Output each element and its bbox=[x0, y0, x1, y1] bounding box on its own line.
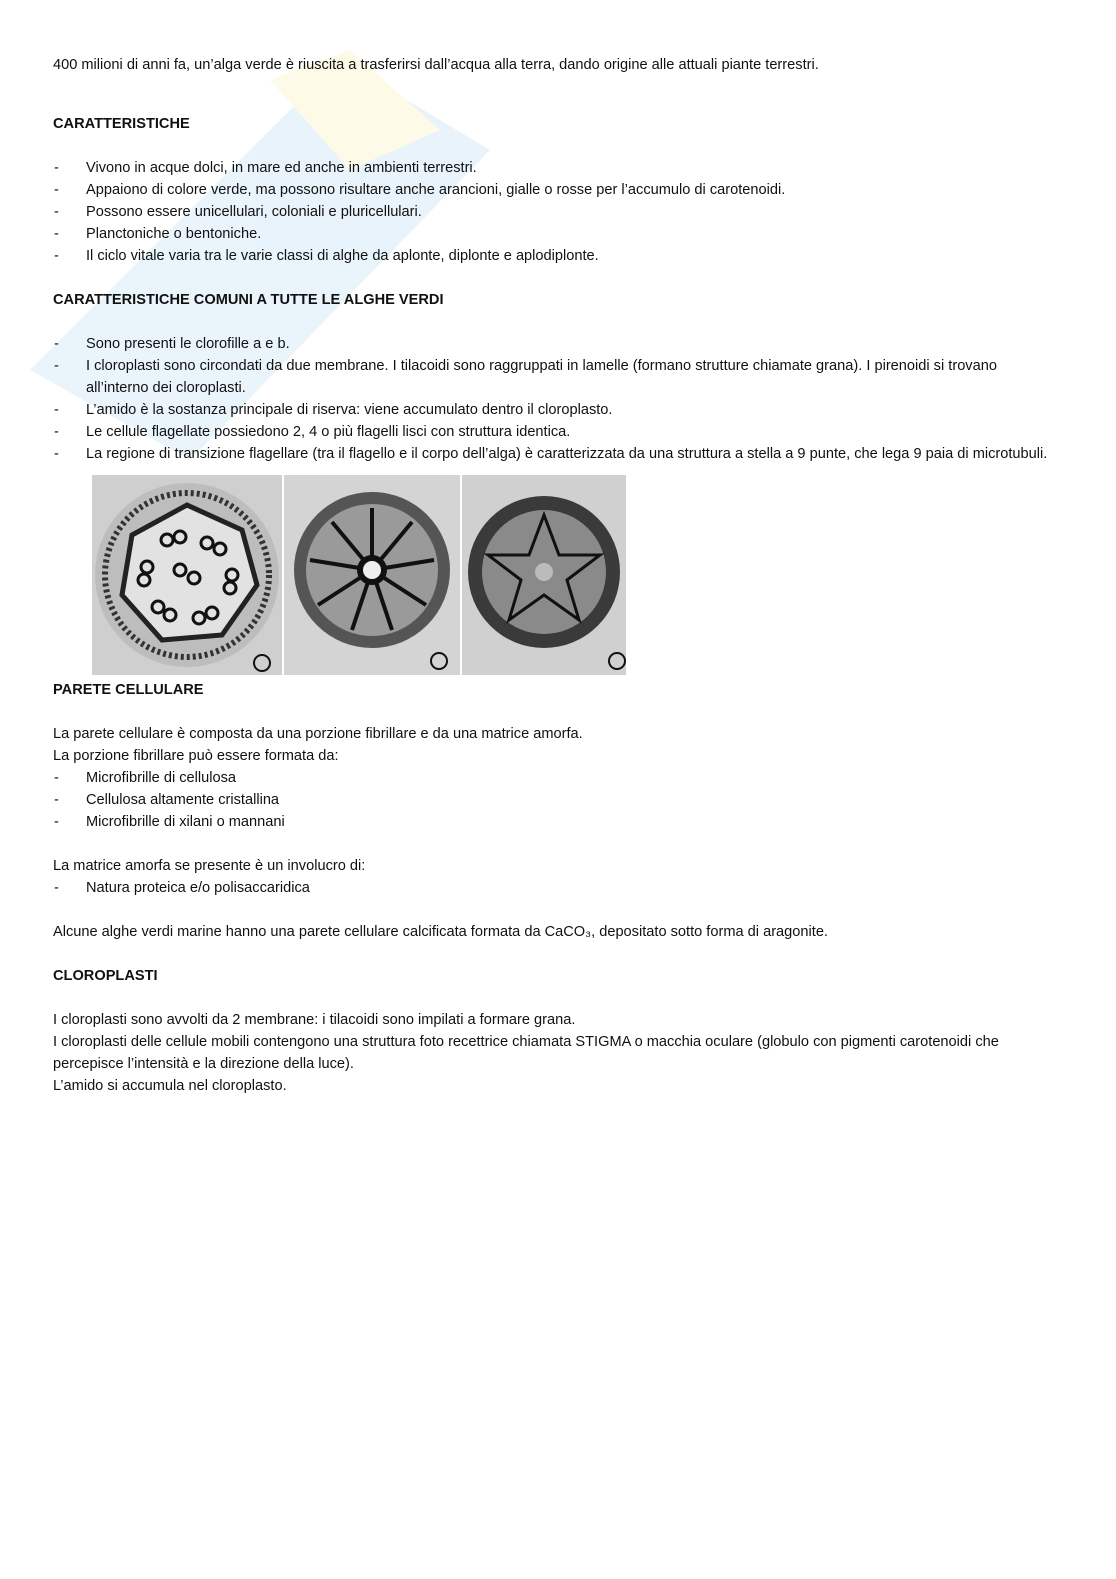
paragraph: La porzione fibrillare può essere formata da: bbox=[53, 748, 339, 764]
micrograph-figure bbox=[92, 475, 628, 675]
paragraph: I cloroplasti sono avvolti da 2 membrane: i tilacoidi sono impilati a formare grana. bbox=[53, 1012, 576, 1028]
list-parete-fibrillare bbox=[53, 767, 1053, 833]
heading-comuni: CARATTERISTICHE COMUNI A TUTTE LE ALGHE VERDI bbox=[53, 292, 444, 308]
list-item: - Possono essere unicellulari, coloniali e pluricellulari. bbox=[53, 201, 1053, 223]
list-item: - La regione di transizione flagellare (tra il flagello e il corpo dell’alga) è caratterizzata da una struttura a stella a 9 punte, che lega 9 paia di microtubuli. bbox=[53, 443, 1053, 465]
micrograph-panel-3 bbox=[462, 475, 626, 675]
list-item: - Microfibrille di cellulosa bbox=[53, 767, 1053, 789]
paragraph: L’amido si accumula nel cloroplasto. bbox=[53, 1078, 287, 1094]
list-item: - Natura proteica e/o polisaccaridica bbox=[53, 877, 1053, 899]
paragraph: La parete cellulare è composta da una porzione fibrillare e da una matrice amorfa. bbox=[53, 726, 583, 742]
list-item: - Cellulosa altamente cristallina bbox=[53, 789, 1053, 811]
heading-cloroplasti: CLOROPLASTI bbox=[53, 968, 158, 984]
list-item: - Planctoniche o bentoniche. bbox=[53, 223, 1053, 245]
list-comuni bbox=[53, 333, 1053, 465]
list-item: - I cloroplasti sono circondati da due membrane. I tilacoidi sono raggruppati in lamelle (formano strutture chiamate grana). I pirenoidi si trovano all’interno dei cloroplasti. bbox=[53, 355, 1053, 399]
list-item: - L’amido è la sostanza principale di riserva: viene accumulato dentro il cloroplasto. bbox=[53, 399, 1053, 421]
paragraph: Alcune alghe verdi marine hanno una parete cellulare calcificata formata da CaCO₃, depositato sotto forma di aragonite. bbox=[53, 924, 828, 940]
document-body bbox=[53, 54, 1053, 1097]
micrograph-panel-2 bbox=[284, 475, 460, 675]
paragraph: La matrice amorfa se presente è un involucro di: bbox=[53, 858, 366, 874]
paragraph: I cloroplasti delle cellule mobili contengono una struttura foto recettrice chiamata STIGMA o macchia oculare (globulo con pigmenti carotenoidi che percepisce l’intensità e la direzione della luce). bbox=[53, 1034, 999, 1072]
list-item: - Microfibrille di xilani o mannani bbox=[53, 811, 1053, 833]
list-item: - Vivono in acque dolci, in mare ed anche in ambienti terrestri. bbox=[53, 157, 1053, 179]
heading-caratteristiche: CARATTERISTICHE bbox=[53, 116, 190, 132]
list-item: - Il ciclo vitale varia tra le varie classi di alghe da aplonte, diplonte e aplodiplonte. bbox=[53, 245, 1053, 267]
list-item: - Sono presenti le clorofille a e b. bbox=[53, 333, 1053, 355]
list-caratteristiche bbox=[53, 157, 1053, 267]
list-item: - Le cellule flagellate possiedono 2, 4 o più flagelli lisci con struttura identica. bbox=[53, 421, 1053, 443]
micrograph-panel-1 bbox=[92, 475, 282, 675]
list-item: - Appaiono di colore verde, ma possono risultare anche arancioni, gialle o rosse per l’accumulo di carotenoidi. bbox=[53, 179, 1053, 201]
heading-parete: PARETE CELLULARE bbox=[53, 682, 204, 698]
intro-paragraph: 400 milioni di anni fa, un’alga verde è riuscita a trasferirsi dall’acqua alla terra, dando origine alle attuali piante terrestri. bbox=[53, 57, 819, 73]
list-parete-matrice bbox=[53, 877, 1053, 899]
